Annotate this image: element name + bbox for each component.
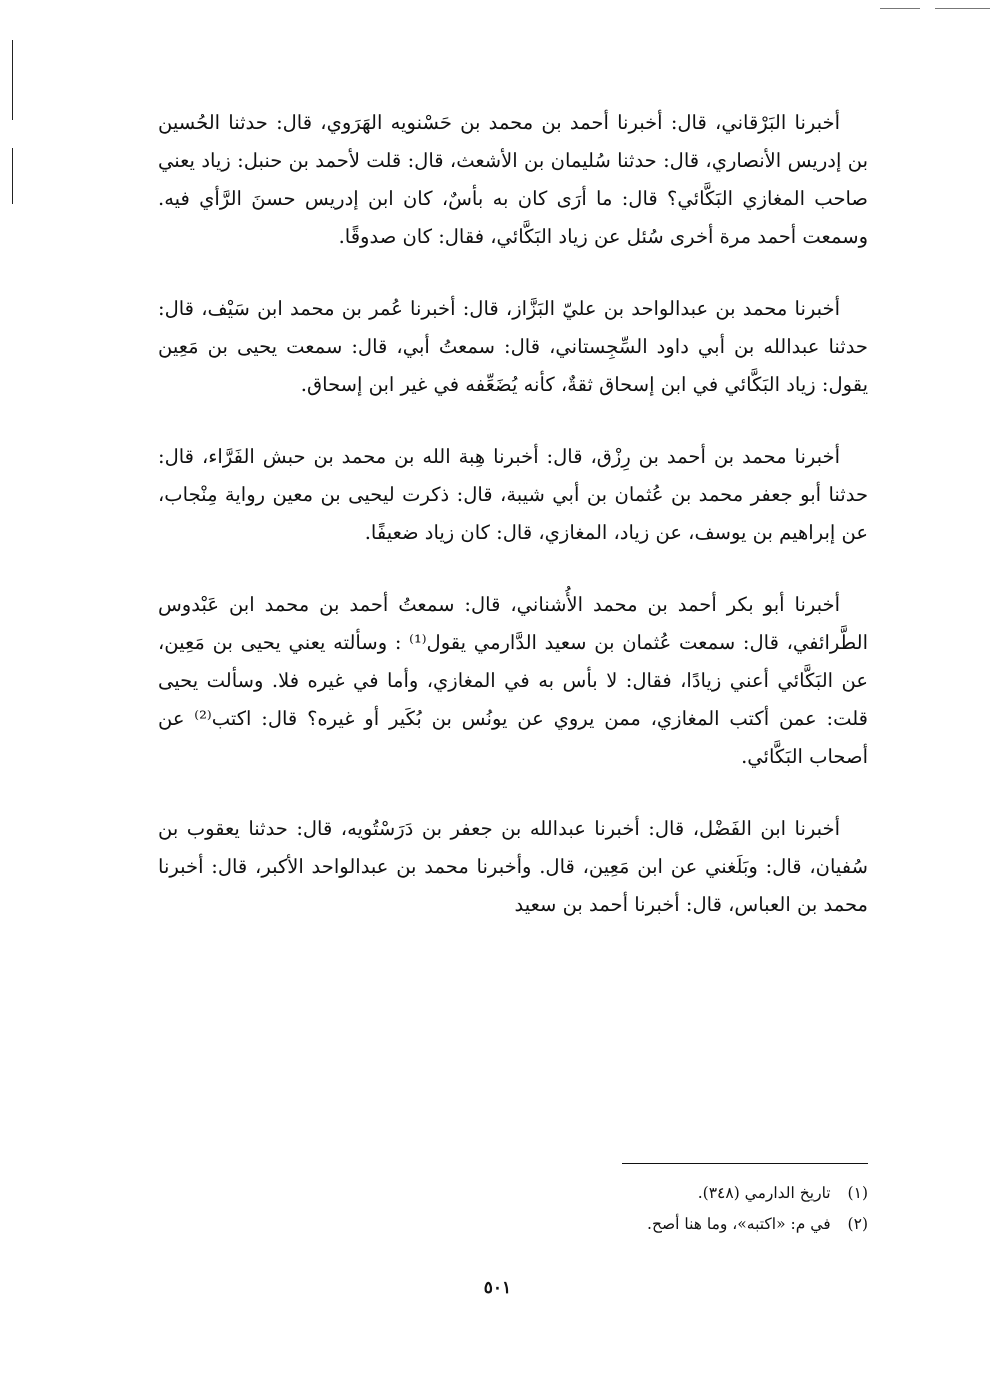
footnote-divider: [622, 1163, 868, 1164]
footnote: [400, 1209, 868, 1240]
footnote: [400, 1178, 868, 1209]
paragraph: أخبرنا ابن الفَضْل، قال: أخبرنا عبدالله بن جعفر بن دَرَسْتُويه، قال: حدثنا يعقوب بن سُفيان، قال: وبَلَغني عن ابن مَعِين، قال. وأخبرنا محمد بن عبدالواحد الأكبر، قال: أخبرنا محمد بن العباس، قال: أخبرنا أحمد بن سعيد: [158, 817, 868, 916]
paragraph: أخبرنا محمد بن عبدالواحد بن عليّ البَزَّاز، قال: أخبرنا عُمر بن محمد ابن سَيْف، قال: حدثنا عبدالله بن أبي داود السِّجِستاني، قال: سمعتُ أبي، قال: سمعت يحيى بن مَعِين يقول: زياد البَكَّائي في ابن إسحاق ثقةٌ، كأنه يُضَعِّفه في غير ابن إسحاق.: [158, 297, 868, 396]
page-number: ٥٠١: [483, 1278, 512, 1298]
scan-edge-mark: [935, 8, 990, 9]
scan-edge-mark: [880, 8, 920, 9]
footnote-number: (١): [847, 1184, 868, 1202]
paragraph: أخبرنا البَرْقاني، قال: أخبرنا أحمد بن محمد بن حَسْنويه الهَرَوي، قال: حدثنا الحُسين بن إدريس الأنصاري، قال: حدثنا سُليمان بن الأشعث، قال: قلت لأحمد بن حنبل: زياد يعني صاحب المغازي البَكَّائي؟ قال: ما أرَى كان به بأسٌ، كان ابن إدريس حسنَ الرَّأي فيه. وسمعت أحمد مرة أخرى سُئل عن زياد البَكَّائي، فقال: كان صدوقًا.: [158, 111, 868, 248]
footnote-text: تاريخ الدارمي (٣٤٨).: [697, 1184, 831, 1202]
main-text: [158, 104, 868, 958]
footnote-text: في م: «اكتبه»، وما هنا أصح.: [647, 1215, 831, 1233]
footnote-number: (٢): [847, 1215, 868, 1233]
scan-edge-mark: [12, 148, 13, 204]
footnotes: [400, 1178, 868, 1240]
scan-edge-mark: [12, 40, 13, 120]
paragraph: أخبرنا أبو بكر أحمد بن محمد الأُشناني، قال: سمعتُ أحمد بن محمد ابن عَبْدوس الطَّرائفي، قال: سمعت عُثمان بن سعيد الدَّارمي يقول⁽¹⁾ : وسألته يعني يحيى بن مَعِين، عن البَكَّائي أعني زيادًا، فقال: لا بأس به في المغازي، وأما في غيره فلا. وسألت يحيى قلت: عمن أكتب المغازي، ممن يروي عن يونُس بن بُكَير أو غيره؟ قال: اكتب⁽²⁾ عن أصحاب البَكَّائي.: [158, 593, 869, 768]
paragraph: أخبرنا محمد بن أحمد بن رِزْق، قال: أخبرنا هِبة الله بن محمد بن حبش الفَرَّاء، قال: حدثنا أبو جعفر محمد بن عُثمان بن أبي شيبة، قال: ذكرت ليحيى بن معين رواية مِنْجاب، عن إبراهيم بن يوسف، عن زياد، المغازي، قال: كان زياد ضعيفًا.: [158, 445, 868, 544]
